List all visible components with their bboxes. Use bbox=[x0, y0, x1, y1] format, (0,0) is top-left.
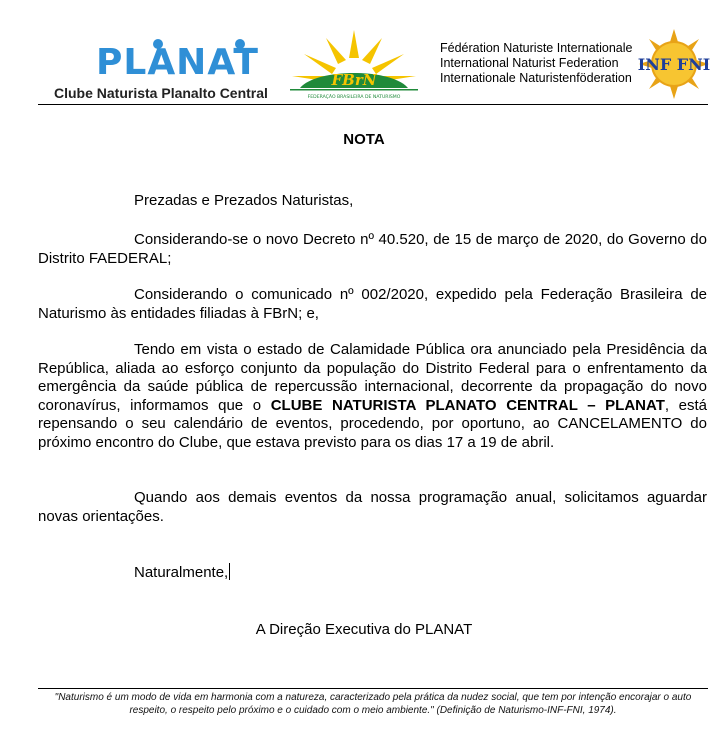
paragraph-cancellation-text-a: Tendo em vista o estado de Calamidade Pública ora anunciado pela Presidência da República, aliada ao esforço conjunto da população do Distrito Federal para o enfrentamento da emergência da saúde pública de repercussão internacional, decorrente da propagação do novo coronavírus, informamos que o bbox=[38, 341, 707, 414]
inf-fni-logo bbox=[638, 28, 710, 100]
fbrn-logo bbox=[286, 28, 422, 100]
paragraph-other-events: Quando aos demais eventos da nossa programação anual, solicitamos aguardar novas orientações. bbox=[38, 489, 707, 525]
federation-names bbox=[440, 41, 632, 86]
paragraph-cancellation-text-b: , está repensando o seu calendário de eventos, procedendo, por oportuno, ao CANCELAMENTO do próximo encontro do Clube, que estava previsto para os dias 17 a 19 de abril. bbox=[38, 396, 708, 451]
inf-sun-icon bbox=[638, 28, 710, 100]
fbrn-sun-icon bbox=[286, 28, 422, 100]
federation-name-fr: Fédération Naturiste Internationale bbox=[440, 41, 633, 55]
text-cursor bbox=[229, 563, 230, 580]
header-divider bbox=[38, 104, 708, 105]
fbrn-tagline: FEDERAÇÃO BRASILEIRA DE NATURISMO bbox=[307, 95, 401, 100]
letterhead bbox=[38, 28, 708, 104]
greeting: Prezadas e Prezados Naturistas, bbox=[134, 192, 354, 209]
paragraph-decree: Considerando-se o novo Decreto nº 40.520, de 15 de março de 2020, do Governo do Distrito FAEDERAL; bbox=[38, 231, 707, 267]
club-name-bold: CLUBE NATURISTA PLANATO CENTRAL – PLANAT bbox=[270, 396, 665, 414]
footer-quote: "Naturismo é um modo de vida em harmonia com a natureza, caracterizado pela prática da nudez social, que tem por intenção encorajar o auto respeito, o respeito pelo próximo e o cuidado com o meio ambiente." (Definição de Naturismo-INF-FNI, 1974). bbox=[54, 692, 692, 716]
federation-name-de: Internationale Naturistenföderation bbox=[440, 71, 632, 85]
signature: A Direção Executiva do PLANAT bbox=[255, 621, 473, 638]
inf-wordmark: INF FNI bbox=[638, 55, 710, 74]
planat-logo bbox=[46, 36, 276, 100]
fbrn-wordmark: FBrN bbox=[331, 71, 377, 89]
document-title: NOTA bbox=[343, 131, 385, 148]
paragraph-communique: Considerando o comunicado nº 002/2020, expedido pela Federação Brasileira de Naturismo às entidades filiadas à FBrN; e, bbox=[38, 286, 707, 322]
paragraph-cancellation bbox=[38, 341, 707, 452]
footer-divider bbox=[38, 688, 708, 689]
planat-subtitle: Clube Naturista Planalto Central bbox=[54, 85, 268, 101]
federation-name-en: International Naturist Federation bbox=[440, 56, 619, 70]
planat-wordmark: PLANAT bbox=[96, 42, 259, 83]
closing bbox=[38, 563, 707, 583]
closing-text: Naturalmente, bbox=[134, 564, 229, 581]
